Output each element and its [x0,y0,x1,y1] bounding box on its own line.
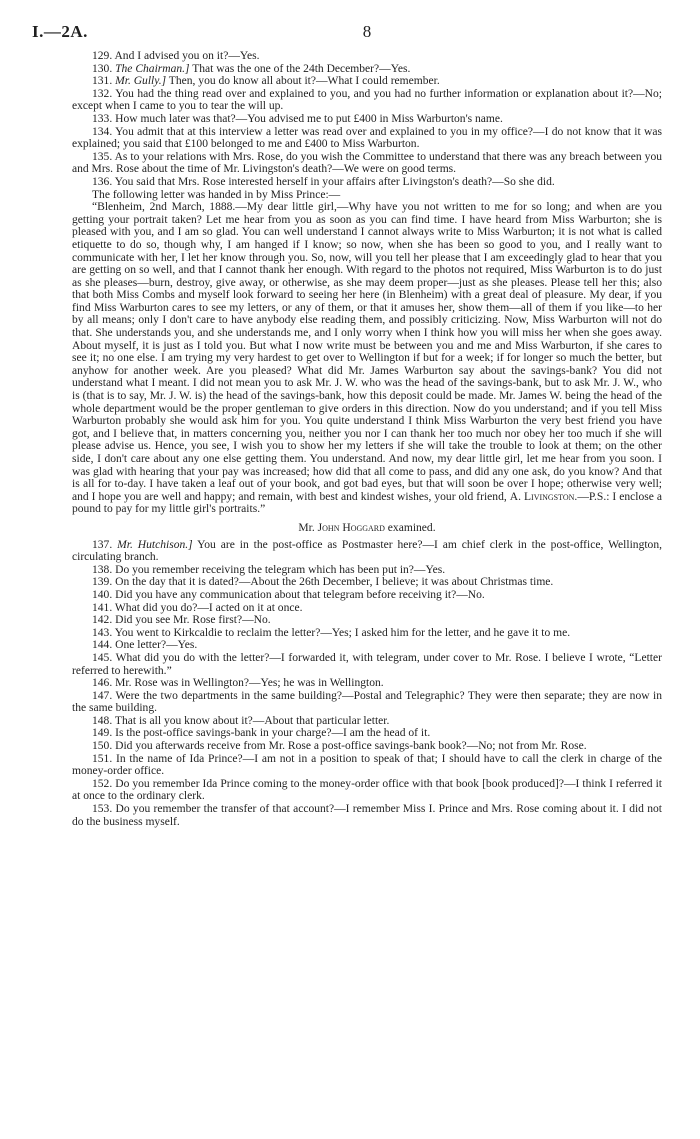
question-number: 141. [92,601,113,614]
questions-block-2 [72,539,662,829]
question-number: 147. [92,689,113,702]
question-paragraph [72,176,662,189]
question-paragraph [72,727,662,740]
question-paragraph [72,715,662,728]
letter-postscript: —P.S.: I enclose a pound to pay for my little girl's portraits.” [72,490,662,516]
question-paragraph [72,627,662,640]
question-number: 139. [92,576,113,589]
speaker-label: Mr. Hutchison.] [117,538,193,551]
question-text: What did you do with the letter?—I forwarded it, with telegram, under cover to Mr. Rose. I believe I wrote, “Letter referred to herewith.” [72,651,662,677]
question-text: Do you remember Ida Prince coming to the money-order office with that book [book produced]?—I think I referred it at once to the ordinary clerk. [72,777,662,803]
question-number: 152. [92,777,113,790]
question-text: How much later was that?—You advised me to put £400 in Miss Warburton's name. [115,112,503,125]
question-paragraph [72,576,662,589]
questions-block-1 [72,50,662,189]
question-paragraph [72,564,662,577]
question-number: 135. [92,150,113,163]
question-paragraph [72,652,662,677]
question-paragraph [72,75,662,88]
question-text: Then, you do know all about it?—What I could remember. [166,75,440,88]
question-number: 144. [92,639,113,652]
question-number: 148. [92,714,113,727]
question-number: 140. [92,588,113,601]
question-number: 143. [92,626,113,639]
question-text: That was the one of the 24th December?—Yes. [189,62,411,75]
page-header [32,22,662,50]
question-text: Is the post-office savings-bank in your charge?—I am the head of it. [115,727,431,740]
question-text: Do you remember receiving the telegram which has been put in?—Yes. [115,563,446,576]
speaker-label: Mr. Gully.] [115,75,167,88]
question-paragraph [72,589,662,602]
question-paragraph [72,753,662,778]
question-paragraph [72,63,662,76]
witness-heading: Mr. John Hoggard examined. [298,521,436,534]
question-paragraph [72,778,662,803]
page-number: 8 [362,22,372,41]
question-text: Did you afterwards receive from Mr. Rose a post-office savings-bank book?—No; not from Mr. Rose. [115,740,587,753]
question-paragraph [72,126,662,151]
section-reference: I.—2A. [32,22,88,41]
question-paragraph [72,539,662,564]
question-number: 138. [92,563,113,576]
question-number: 137. [92,538,113,551]
witness-name: John Hoggard [317,521,385,534]
question-text: Do you remember the transfer of that account?—I remember Miss I. Prince and Mrs. Rose coming about it. I did not do the business myself. [72,803,663,828]
question-paragraph [72,151,662,176]
question-number: 136. [92,175,113,188]
question-number: 131. [92,75,113,88]
question-number: 142. [92,614,113,627]
question-number: 133. [92,112,113,125]
question-paragraph [72,113,662,126]
question-text: In the name of Ida Prince?—I am not in a position to speak of that; I should have to call the clerk in charge of the money-order office. [72,752,663,778]
letter-body: “Blenheim, 2nd March, 1888.—My dear little girl,—Why have you not written to me for so long; and when are you getting your portrait taken? Let me hear from you as soon as you can find time. I have heard from Miss Warburton; she is pleased with you, and I am so glad. You can well understand I cannot always write to Miss Warburton; it is not what is called etiquette to do so, though why, I am hanged if I know; so now, when she has been so good to you, and I really want to communicate with her, I let her know through you. So, now, will you tell her please that I am exceedingly glad to hear that you are getting on so well, and that I cannot thank her enough. With regard to the photos not required, Miss Warburton is to do just as she pleases—burn, destroy, give away, or otherwise, as she may deem proper—just as she pleases. Please tell her this; also that both Miss Combs and myself look forward to seeing her here (in Blenheim) with a great deal of pleasure. My dear, if you find Miss Warburton cares to see my letters, or any of them, or that it amuses her, show them—all of them if you like—to her by all means; only I don't care to have anybody else reading them, and possibly criticizing. Now, Miss Warburton will not do that. She understands you, and she understands me, and I only worry when I think how you will miss her when she goes away. About myself, it is just as I told you. But what I now write must be between you and me and Miss Warburton, if she cares to see it; no one else. I am trying my very hardest to get over to Wellington if but for a week; if for longer so much the better, but anyhow for another week. Are you pleased? What did Mr. James Warburton say about the savings-bank? You did not understand what I meant. I did not mean you to ask Mr. J. W. who was the head of the savings-bank, but to ask Mr. J. W., who is (that is to say, Mr. J. W. is) the head of the savings-bank, how this deposit could be made. Mr. James W. being the head of the whole department would be the proper gentleman to give orders in this direction. Now do you understand; and if you tell Miss Warburton probably she would ask him for you. You quite understand I think Miss Warburton the very best friend you have got, and I believe that, in matters concerning you, neither you nor I can thank her too much nor obey her too much if she will please advise us. Hence, you see, I wish you to show her my letters if she will take the trouble to look at them; on the other side, I don't care about any one else getting them. You understand. And now, my dear little girl, let me hear from you soon. I was glad with hearing that your pay was increased; how did that all come to pass, and did any one ask, do you know? And that is all for to-day. I have taken a leaf out of your book, and got bad eyes, but that will soon be over I hope; otherwise very well; and I hope you are well and happy; and remain, with best and kindest wishes, your old friend, [72,201,662,503]
question-paragraph [72,803,662,828]
question-number: 146. [92,677,113,690]
question-text: Did you have any communication about that telegram before receiving it?—No. [115,588,485,601]
question-number: 150. [92,740,113,753]
letter-text [72,201,662,516]
question-text: Mr. Rose was in Wellington?—Yes; he was in Wellington. [115,677,384,690]
letter-intro: The following letter was handed in by Miss Prince:— [92,188,341,201]
question-number: 153. [92,803,113,816]
question-text: That is all you know about it?—About that particular letter. [114,714,390,727]
question-paragraph [72,677,662,690]
document-body [72,50,662,828]
question-text: And I advised you on it?—Yes. [114,50,260,62]
question-text: You said that Mrs. Rose interested herself in your affairs after Livingston's death?—So she did. [114,175,555,188]
question-text: What did you do?—I acted on it at once. [114,601,303,614]
question-number: 145. [92,651,113,664]
question-number: 132. [92,87,113,100]
question-text: Were the two departments in the same building?—Postal and Telegraphic? They were then separate; they are now in the same building. [72,689,662,715]
question-number: 151. [92,752,113,765]
question-paragraph [72,602,662,615]
question-paragraph [72,50,662,63]
question-paragraph [72,690,662,715]
question-text: You are in the post-office as Postmaster here?—I am chief clerk in the post-office, Wellington, circulating branch. [72,538,662,564]
question-text: As to your relations with Mrs. Rose, do you wish the Committee to understand that there was any breach between you and Mrs. Rose about the time of Mr. Livingston's death?—We were on good terms. [72,150,662,176]
question-paragraph [72,639,662,652]
question-paragraph [72,88,662,113]
question-text: You admit that at this interview a letter was read over and explained to you in my office?—I do not know that it was explained; you said that £100 belonged to me and £400 to Miss Warburton. [72,125,662,151]
question-paragraph [72,740,662,753]
question-text: On the day that it is dated?—About the 26th December, I believe; it was about Christmas time. [115,576,554,589]
question-text: Did you see Mr. Rose first?—No. [115,614,271,627]
question-number: 134. [92,125,113,138]
question-number: 130. [92,62,113,75]
question-number: 149. [92,727,113,740]
question-text: You went to Kirkcaldie to reclaim the letter?—Yes; I asked him for the letter, and he gave it to me. [114,626,571,639]
question-paragraph [72,614,662,627]
question-text: One letter?—Yes. [115,639,198,652]
speaker-label: The Chairman.] [115,62,190,75]
letter-signature: A. Livingston. [509,490,578,503]
question-text: You had the thing read over and explained to you, and you had no further information or explanation about it?—No; except when I came to you to tear the will up. [72,87,662,113]
question-number: 129. [92,50,113,62]
